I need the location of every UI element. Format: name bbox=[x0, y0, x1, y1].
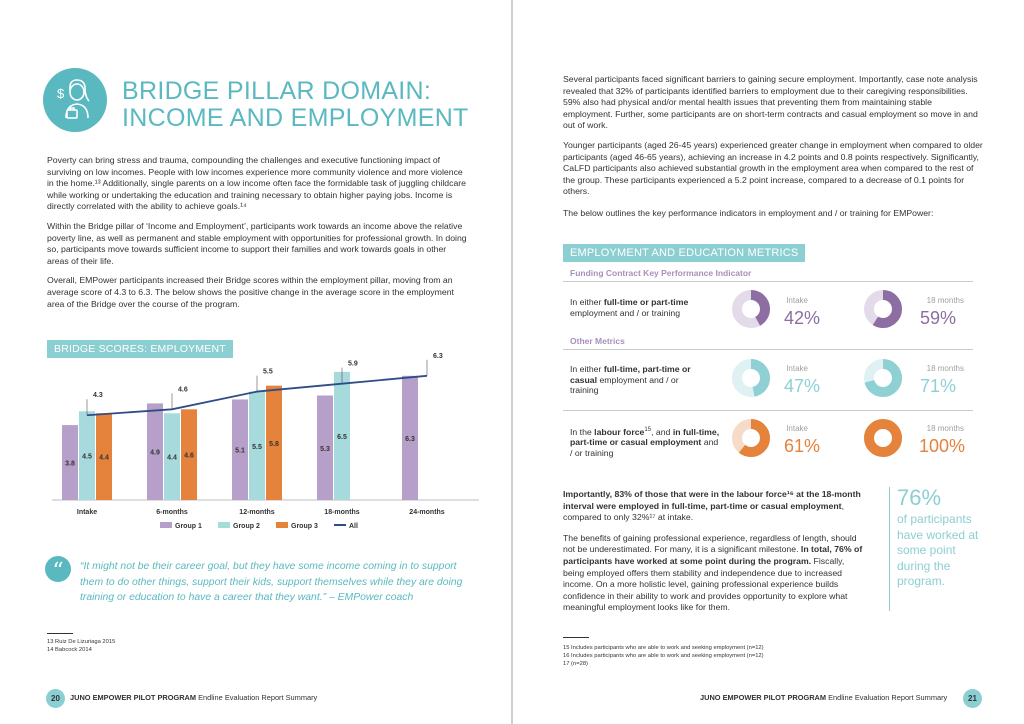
footnote-rule bbox=[47, 633, 73, 634]
donut-label: Intake bbox=[786, 424, 808, 433]
footer-report: Endline Evaluation Report Summary bbox=[196, 693, 318, 702]
woman-with-briefcase-and-dollar-icon bbox=[43, 68, 107, 132]
intro-text bbox=[47, 155, 467, 318]
page-number: 20 bbox=[46, 689, 65, 708]
footnotes bbox=[563, 644, 764, 668]
legend-label: All bbox=[349, 523, 358, 530]
metric-label-labour-force: In the labour force$^{15}$, and in full-time, part-time or casual employment and / or training bbox=[570, 426, 720, 458]
donut-label: 18 months bbox=[926, 424, 964, 433]
x-tick-label: 6-months bbox=[156, 509, 188, 516]
paragraph: Within the Bridge pillar of ‘Income and Employment’, participants work towards an income above the relative poverty line, as well as permanent and stable employment with opportunities for professional growth. In doing so, participants move towards sufficient income to support their families and work towards goals in other areas of their life. bbox=[47, 220, 467, 266]
metrics-heading: EMPLOYMENT AND EDUCATION METRICS bbox=[563, 244, 805, 262]
line-value-label: 4.6 bbox=[178, 386, 188, 394]
donut-value: 71% bbox=[919, 376, 956, 396]
paragraph: Several participants faced significant barriers to gaining secure employment. Importantly, case note analysis revealed that 32% of participants identified barriers to employment due to their caregiving responsibilities. 59% also had physical and/or mental health issues that preventing them from maintaining stable employment. Further, some participants are on short-term contracts and casual employment so move in and out of work. bbox=[563, 74, 978, 131]
paragraph: Poverty can bring stress and trauma, compounding the challenges and executive functioning impact of surviving on low incomes. People with low incomes experience more community violence and more violence in the home.¹³ Additionally, single parents on a low income often face the formidable task of juggling childcare while working or undertaking the education and training necessary to obtain higher paying jobs. Income is directly correlated with the ability to achieve goals.¹⁴ bbox=[47, 155, 467, 212]
title-line-2: INCOME AND EMPLOYMENT bbox=[122, 104, 469, 132]
bar-value-label: 5.3 bbox=[320, 445, 330, 453]
line-value-label: 5.5 bbox=[263, 368, 273, 376]
paragraph: Younger participants (aged 26-45 years) experienced greater change in employment when compared to older participants (aged 46-65 years), achieving an increase in 4.2 points and 0.8 points respectively. Significantly, CaLFD participants also achieved substantial growth in the employment area when compared to the rest of the group. These participants experienced a 5.2 point increase, compared to a decrease of 0.1 points for others. bbox=[563, 139, 983, 197]
bar-value-label: 5.1 bbox=[235, 447, 245, 455]
coach-quote: “It might not be their career goal, but they have some income coming in to support them to do other things, support their kids, support themselves while they are doing training or education to have a career that they want.” – EMPower coach bbox=[80, 561, 463, 603]
x-tick-label: 12-months bbox=[239, 509, 275, 516]
page-number: 21 bbox=[963, 689, 982, 708]
donut-label: Intake bbox=[786, 364, 808, 373]
x-tick-label: 18-months bbox=[324, 509, 360, 516]
legend-swatch bbox=[160, 522, 172, 528]
footnote: 17 (n=28) bbox=[563, 661, 588, 667]
quote-icon: “ bbox=[45, 556, 71, 582]
page-20 bbox=[0, 0, 511, 724]
line-value-label: 5.9 bbox=[348, 360, 358, 368]
footer-program: JUNO EMPOWER PILOT PROGRAM bbox=[700, 693, 827, 702]
page-footer bbox=[700, 693, 947, 702]
donut-value: 47% bbox=[783, 376, 820, 396]
barriers-text bbox=[563, 74, 983, 228]
metric-label-ft-pt: In either full-time or part-time employment and / or training bbox=[570, 297, 689, 318]
page-21 bbox=[513, 0, 1024, 724]
paragraph: The below outlines the key performance indicators in employment and / or training for EMPower: bbox=[563, 207, 934, 218]
paragraph: The benefits of gaining professional experience, regardless of length, should not be underestimated. For many, it is a significant milestone. In total, 76% of participants have worked at some point during the program. Fiscally, being employed offers them stability and independence due to increased income. On a more holistic level, gaining professional experience builds confidence in their ability to work and provides opportunity to explore what meaningful employment looks like for them. bbox=[563, 532, 863, 613]
donut-value: 59% bbox=[919, 308, 956, 328]
bar-value-label: 4.6 bbox=[184, 452, 194, 460]
page-title bbox=[122, 78, 469, 132]
legend-label: Group 2 bbox=[233, 523, 260, 530]
divider bbox=[563, 349, 973, 350]
stat-value: 76% bbox=[897, 485, 942, 510]
legend-label: Group 1 bbox=[175, 523, 202, 530]
page-footer bbox=[70, 693, 317, 702]
svg-text:$: $ bbox=[57, 86, 65, 101]
bar-value-label: 5.8 bbox=[269, 440, 279, 448]
donut-label: 18 months bbox=[926, 296, 964, 305]
legend-label: Group 3 bbox=[291, 523, 318, 530]
footer-report: Endline Evaluation Report Summary bbox=[826, 693, 948, 702]
divider bbox=[563, 410, 973, 411]
chart-heading: BRIDGE SCORES: EMPLOYMENT bbox=[47, 340, 233, 358]
paragraph: Importantly, 83% of those that were in the labour force¹⁶ at the 18-month interval were employed in full-time, part-time or casual employment, compared to only 32%¹⁷ at intake. bbox=[563, 489, 861, 523]
footnote: 16 Includes participants who are able to work and seeking employment (n=12) bbox=[563, 653, 764, 659]
bar-value-label: 4.4 bbox=[99, 454, 109, 462]
donut-value: 42% bbox=[783, 308, 820, 328]
bar-value-label: 4.9 bbox=[150, 449, 160, 457]
bar-value-label: 6.3 bbox=[405, 435, 415, 443]
donut-value: 61% bbox=[783, 436, 820, 456]
x-tick-label: Intake bbox=[76, 509, 98, 516]
kpi-subheading: Funding Contract Key Performance Indicator bbox=[570, 268, 752, 278]
bar-value-label: 3.8 bbox=[65, 460, 75, 468]
footnote-rule bbox=[563, 637, 589, 638]
footer-program: JUNO EMPOWER PILOT PROGRAM bbox=[70, 693, 197, 702]
bar-value-label: 4.4 bbox=[167, 454, 177, 462]
divider bbox=[563, 281, 973, 282]
footnote: 14 Babcock 2014 bbox=[47, 647, 92, 653]
bar-value-label: 5.5 bbox=[252, 443, 262, 451]
footnote: 15 Includes participants who are able to work and seeking employment (n=12) bbox=[563, 645, 764, 651]
donut-label: Intake bbox=[786, 296, 808, 305]
stat-callout bbox=[897, 486, 987, 590]
footnote: 13 Ruiz De Lizuriaga 2015 bbox=[47, 639, 116, 645]
metric-label-ft-pt-casual: In either full-time, part-time or casual employment and / or training bbox=[570, 364, 691, 395]
legend-swatch bbox=[276, 522, 288, 528]
legend-swatch bbox=[218, 522, 230, 528]
paragraph: Overall, EMPower participants increased their Bridge scores within the employment pillar, moving from an average score of 4.3 to 6.3. The below shows the positive change in the average score in the employment area of the Bridge over the course of the program. bbox=[47, 275, 454, 309]
bar-value-label: 6.5 bbox=[337, 433, 347, 441]
bar-value-label: 4.5 bbox=[82, 453, 92, 461]
donut-label: 18 months bbox=[926, 364, 964, 373]
x-tick-label: 24-months bbox=[409, 509, 445, 516]
footnotes bbox=[47, 638, 115, 654]
line-value-label: 4.3 bbox=[93, 392, 103, 400]
line-value-label: 6.3 bbox=[433, 352, 443, 360]
donut-value: 100% bbox=[918, 436, 965, 456]
other-metrics-subheading: Other Metrics bbox=[570, 336, 625, 346]
stat-text: of participants have worked at some point during the program. bbox=[897, 512, 979, 589]
title-line-1: BRIDGE PILLAR DOMAIN: bbox=[122, 77, 432, 105]
stat-divider bbox=[889, 487, 890, 611]
employment-text bbox=[563, 489, 863, 622]
bridge-scores-chart bbox=[40, 350, 510, 540]
